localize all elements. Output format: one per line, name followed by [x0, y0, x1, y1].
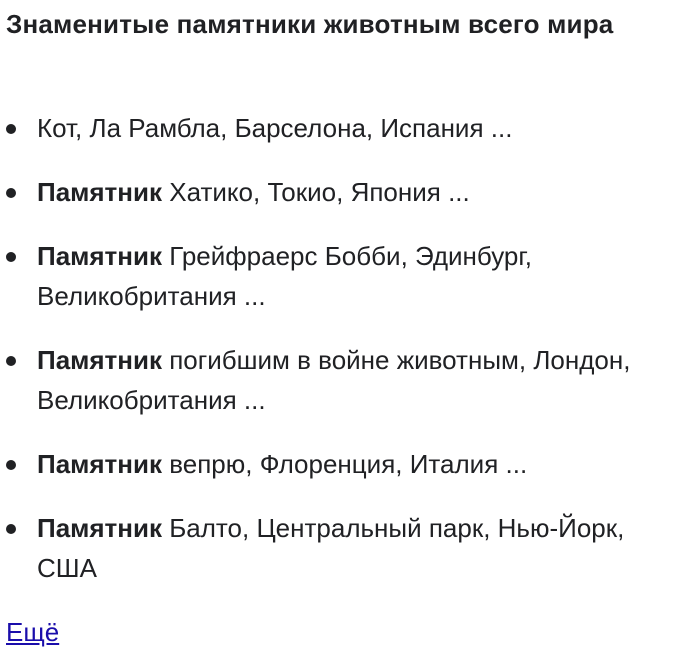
list-item-text: погибшим в войне животным, Лондон, Великобритания ... [37, 345, 631, 415]
list-item-bold: Памятник [37, 513, 162, 543]
bullet-dot [6, 252, 16, 262]
list-item-text: Балто, Центральный парк, Нью-Йорк, США [37, 513, 625, 583]
featured-snippet [6, 4, 666, 647]
snippet-title: Знаменитые памятники животным всего мира [6, 9, 614, 39]
list-item-bold: Памятник [37, 241, 162, 271]
monument-list [6, 108, 646, 612]
bullet-dot [6, 188, 16, 198]
list-item-text: Хатико, Токио, Япония ... [162, 177, 470, 207]
list-item-bold: Памятник [37, 177, 162, 207]
list-item [6, 508, 646, 588]
list-item-text: Грейфраерс Бобби, Эдинбург, Великобритания ... [37, 241, 532, 311]
bullet-dot [6, 524, 16, 534]
more-link[interactable]: Ещё [6, 617, 60, 647]
bullet-dot [6, 124, 16, 134]
list-item-bold: Памятник [37, 345, 162, 375]
list-item [6, 444, 646, 484]
list-item [6, 340, 646, 420]
list-item [6, 108, 646, 148]
list-item-text: вепрю, Флоренция, Италия ... [162, 449, 528, 479]
list-item-text: Кот, Ла Рамбла, Барселона, Испания ... [37, 113, 513, 143]
list-item [6, 172, 646, 212]
list-item-bold: Памятник [37, 449, 162, 479]
list-item [6, 236, 646, 316]
bullet-dot [6, 356, 16, 366]
bullet-dot [6, 460, 16, 470]
